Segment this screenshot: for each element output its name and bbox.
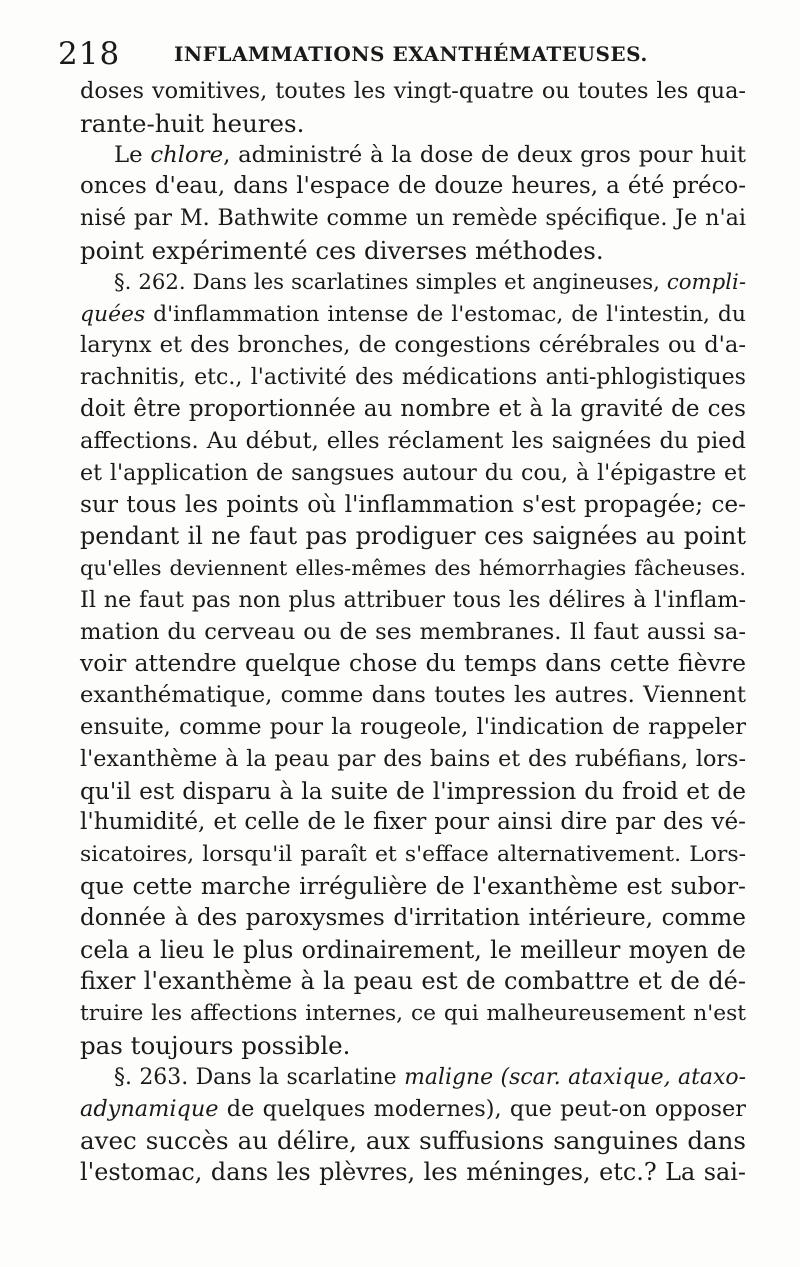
text-segment: exanthématique, comme dans toutes les autres. Viennent: [80, 682, 746, 709]
text-line: [80, 776, 746, 808]
text-segment: truire les affections internes, ce qui malheureusement n'est: [80, 1001, 746, 1027]
body-text: [80, 76, 746, 1189]
italic-text: maligne (scar. ataxique, ataxo-: [404, 1064, 746, 1090]
text-segment: et l'application de sangsues autour du cou, à l'épigastre et: [80, 459, 746, 486]
text-segment: cela a lieu le plus ordinairement, le meilleur moyen de: [80, 935, 746, 964]
text-line: [80, 330, 746, 362]
text-line: [80, 807, 746, 839]
text-segment: avec succès au délire, aux suffusions sanguines dans: [80, 1126, 746, 1156]
text-line: [80, 76, 746, 108]
text-segment: pendant il ne faut pas prodiguer ces saignées au point: [80, 522, 746, 551]
text-segment: §. 263. Dans la scarlatine: [114, 1064, 405, 1090]
text-line: [80, 966, 746, 998]
text-segment: sur tous les points où l'inflammation s'est propagée; ce-: [80, 491, 746, 519]
text-line: [80, 362, 746, 394]
text-line: [80, 871, 746, 903]
page-header: [58, 36, 758, 76]
text-line: [80, 299, 746, 331]
italic-text: adynamique: [80, 1095, 219, 1122]
text-line: [80, 489, 746, 521]
italic-text: chlore: [150, 141, 224, 168]
text-line: [80, 585, 746, 617]
text-segment: que cette marche irrégulière de l'exanthème est subor-: [80, 871, 746, 900]
text-line: [80, 458, 746, 490]
text-line: [80, 426, 746, 458]
text-line: [80, 1030, 746, 1062]
text-line: [80, 235, 746, 267]
text-segment: nisé par M. Bathwite comme un remède spécifique. Je n'ai: [80, 205, 746, 232]
text-segment: rachnitis, etc., l'activité des médications anti-phlogistiques: [80, 365, 746, 391]
text-segment: larynx et des bronches, de congestions cérébrales ou d'a-: [80, 332, 746, 359]
text-line: [80, 1062, 746, 1094]
text-line: [80, 935, 746, 967]
text-line: [80, 267, 746, 299]
text-line: [80, 394, 746, 426]
text-segment: ensuite, comme pour la rougeole, l'indication de rappeler: [80, 713, 746, 740]
text-segment: , administré à la dose de deux gros pour huit: [223, 141, 747, 168]
text-segment: pas toujours possible.: [80, 1030, 351, 1060]
text-segment: donnée à des paroxysmes d'irritation intérieure, comme: [80, 904, 746, 931]
text-line: [80, 203, 746, 235]
page-number: 218: [58, 36, 121, 72]
text-segment: qu'il est disparu à la suite de l'impression du froid et de: [80, 777, 746, 805]
italic-text: compli-: [666, 269, 746, 295]
text-segment: onces d'eau, dans l'espace de douze heures, a été préco-: [80, 173, 746, 200]
text-line: [80, 680, 746, 712]
text-segment: Le: [114, 141, 151, 168]
text-segment: d'inflammation intense de l'estomac, de l'intestin, du: [145, 301, 746, 327]
text-segment: mation du cerveau ou de ses membranes. Il faut aussi sa-: [80, 618, 746, 645]
text-line: [80, 553, 746, 585]
text-segment: qu'elles deviennent elles-mêmes des hémorrhagies fâcheuses.: [80, 555, 746, 580]
text-line: [80, 648, 746, 680]
text-line: [80, 1094, 746, 1126]
text-line: [80, 140, 746, 172]
text-segment: l'exanthème à la peau par des bains et des rubéfians, lors-: [80, 745, 746, 772]
text-line: [80, 744, 746, 776]
text-segment: Il ne faut pas non plus attribuer tous les délires à l'inflam-: [80, 586, 746, 613]
text-segment: §. 262. Dans les scarlatines simples et angineuses,: [114, 269, 667, 295]
text-segment: l'estomac, dans les plèvres, les méninges, etc.? La sai-: [80, 1158, 746, 1187]
text-line: [80, 839, 746, 871]
text-line: [80, 998, 746, 1030]
text-segment: sicatoires, lorsqu'il paraît et s'efface alternativement. Lors-: [80, 842, 746, 868]
running-head: INFLAMMATIONS EXANTHÉMATEUSES.: [174, 42, 648, 66]
text-line: [80, 617, 746, 649]
text-segment: affections. Au début, elles réclament les saignées du pied: [80, 427, 746, 454]
italic-text: quées: [80, 301, 146, 327]
text-segment: de quelques modernes), que peut-on opposer: [218, 1095, 746, 1122]
text-line: [80, 903, 746, 935]
text-line: [80, 108, 746, 140]
text-segment: l'humidité, et celle de le fixer pour ainsi dire par des vé-: [80, 809, 746, 836]
text-line: [80, 712, 746, 744]
text-segment: doit être proportionnée au nombre et à la gravité de ces: [80, 395, 746, 422]
text-line: [80, 1157, 746, 1189]
text-line: [80, 521, 746, 553]
text-segment: point expérimenté ces diverses méthodes.: [80, 235, 604, 265]
text-segment: rante-huit heures.: [80, 108, 305, 138]
text-line: [80, 171, 746, 203]
text-line: [80, 1125, 746, 1157]
text-segment: doses vomitives, toutes les vingt-quatre ou toutes les qua-: [80, 78, 746, 104]
text-segment: fixer l'exanthème à la peau est de combattre et de dé-: [80, 967, 746, 996]
text-segment: voir attendre quelque chose du temps dans cette fièvre: [80, 649, 746, 678]
